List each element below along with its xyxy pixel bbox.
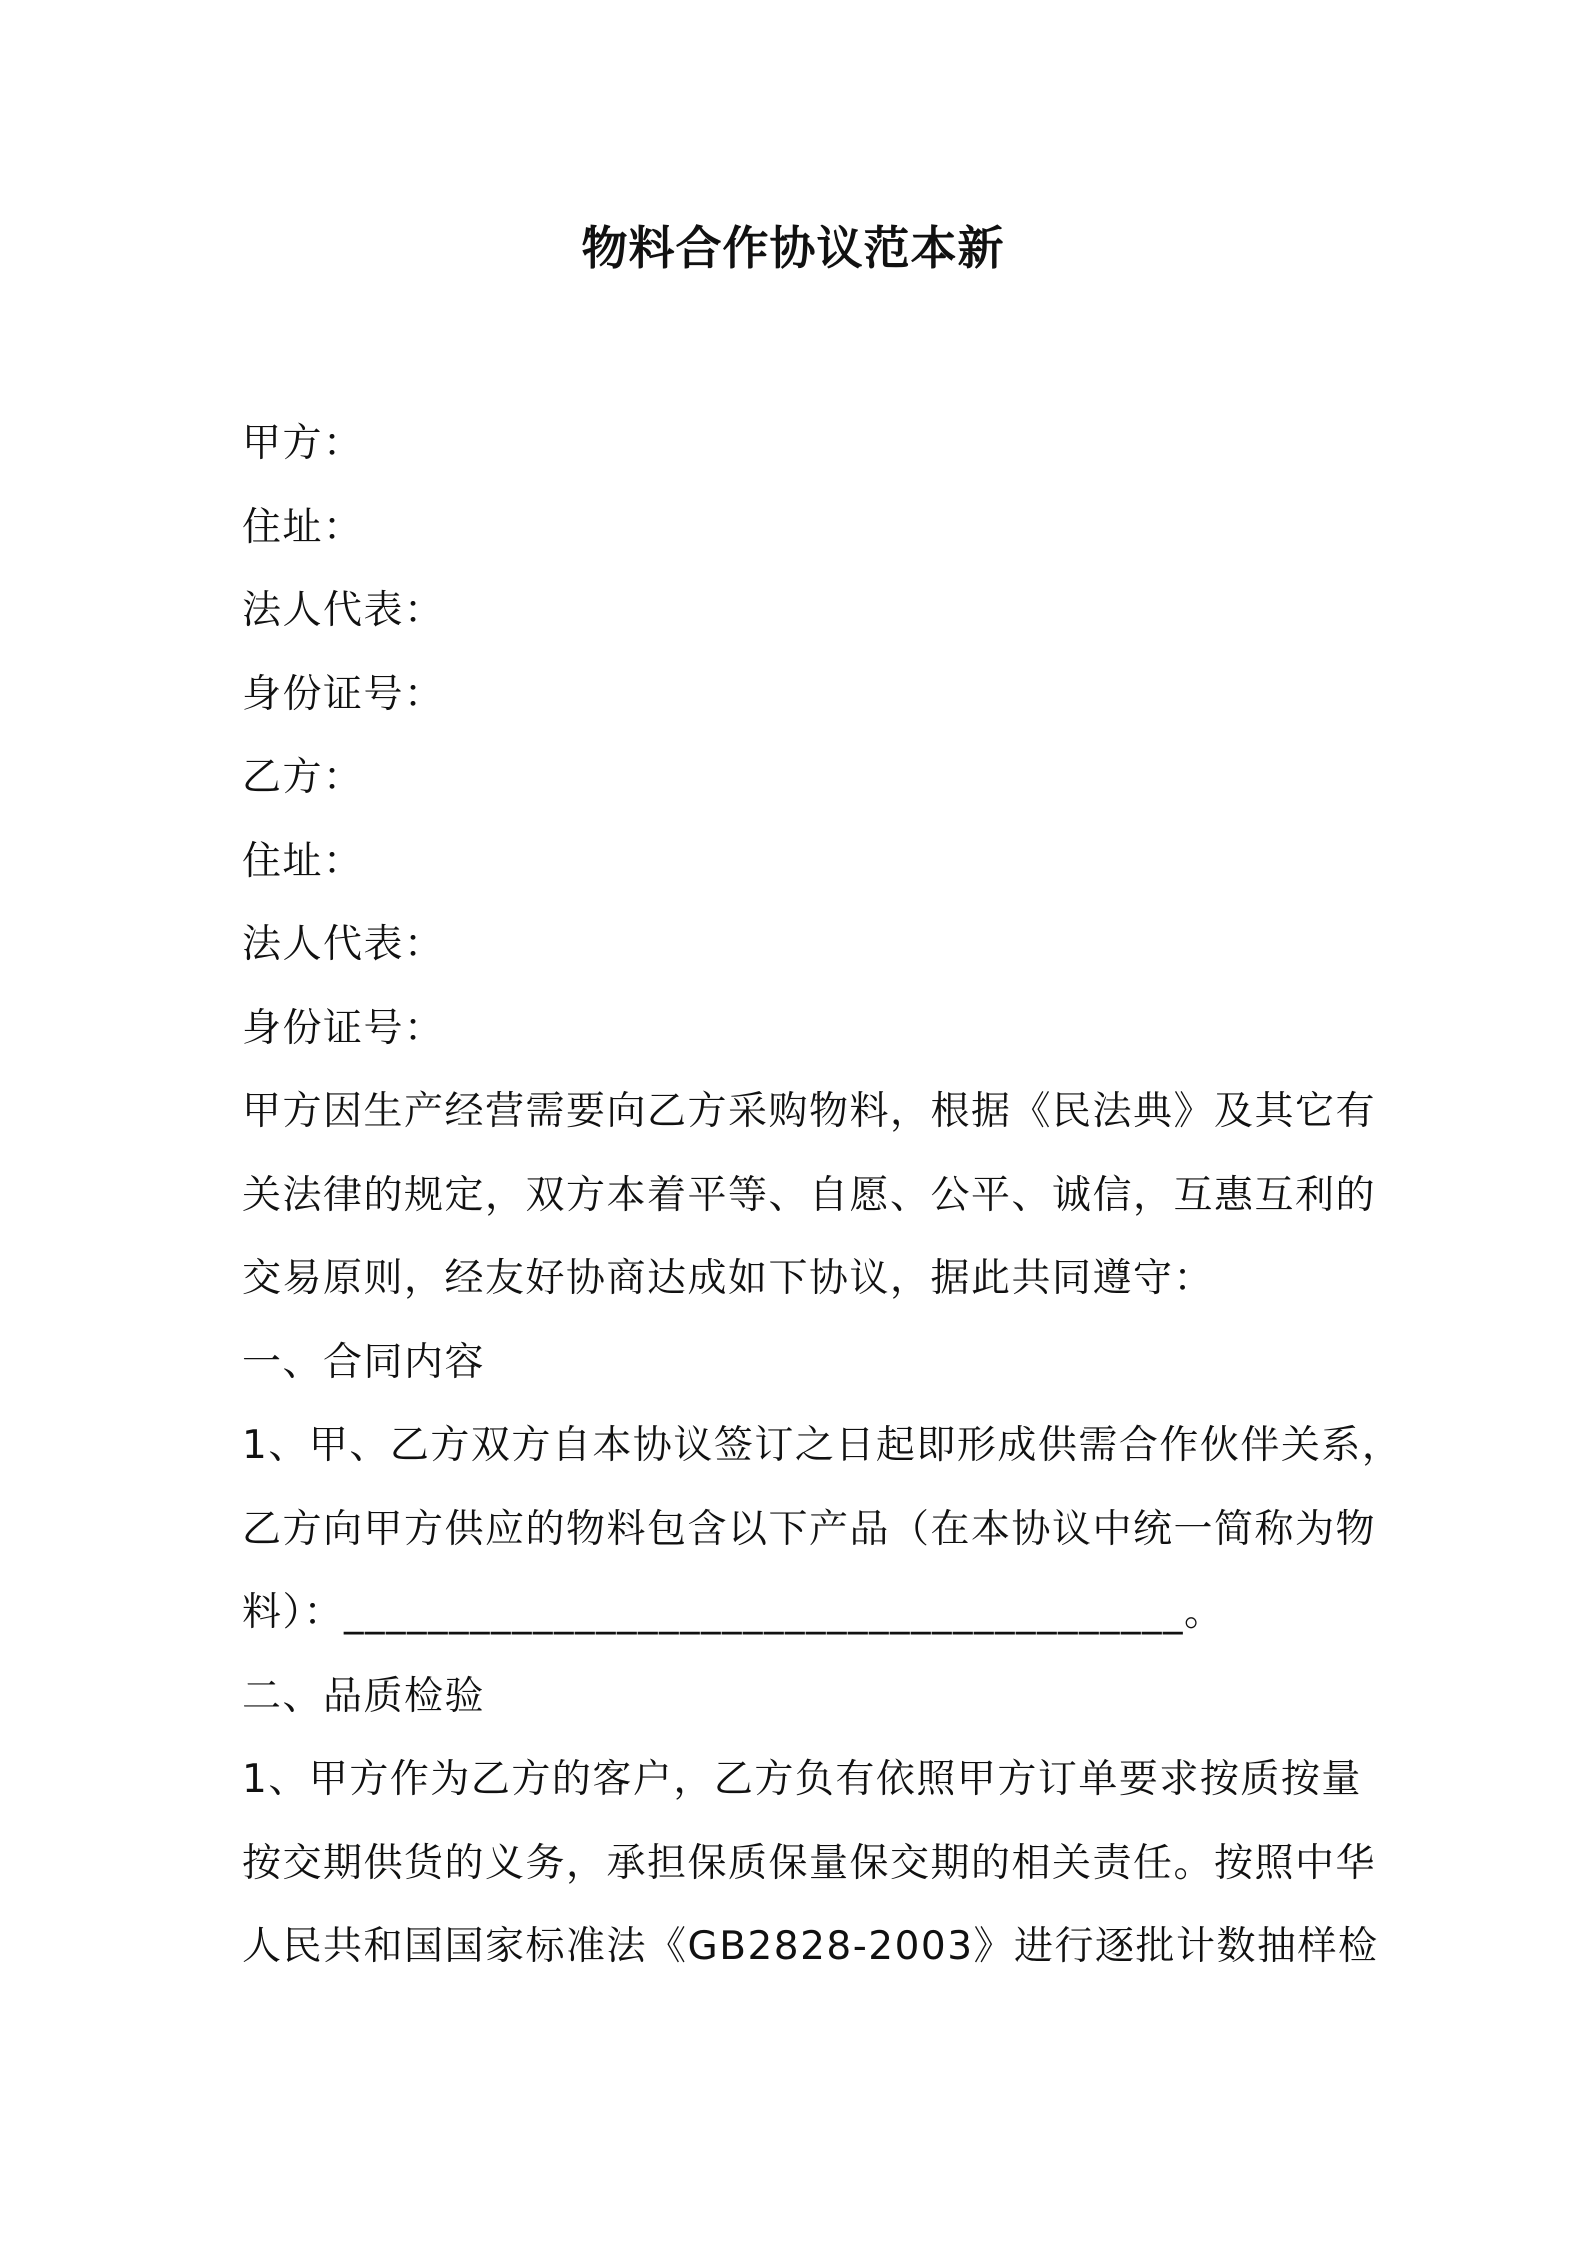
preamble-line-3: 交易原则，经友好协商达成如下协议，据此共同遵守： — [242, 1256, 1215, 1301]
clause-2-line-3: 人民共和国国家标准法《GB2828-2003》进行逐批计数抽样检 — [242, 1924, 1379, 1969]
document-title: 物料合作协议范本新 — [581, 221, 1005, 275]
section-heading-quality-inspection: 二、品质检验 — [242, 1673, 486, 1719]
clause-1-line-1: 1、甲、乙方双方自本协议签订之日起即形成供需合作伙伴关系， — [242, 1423, 1403, 1468]
party-a-id-label: 身份证号： — [242, 671, 445, 717]
preamble-line-2: 关法律的规定，双方本着平等、自愿、公平、诚信，互惠互利的 — [242, 1172, 1377, 1218]
party-b-address-label: 住址： — [242, 838, 364, 884]
preamble-line-1: 甲方因生产经营需要向乙方采购物料，根据《民法典》及其它有 — [242, 1089, 1377, 1134]
clause-1-line-3: 料）：________________________________________。 — [242, 1590, 1225, 1635]
clause-2-line-1: 1、甲方作为乙方的客户，乙方负有依照甲方订单要求按质按量 — [242, 1757, 1362, 1802]
document-body — [242, 402, 1403, 1989]
clause-2-line-2: 按交期供货的义务，承担保质保量保交期的相关责任。按照中华 — [242, 1840, 1377, 1886]
party-b-label: 乙方： — [242, 755, 364, 800]
section-heading-contract-content: 一、合同内容 — [242, 1339, 486, 1385]
party-b-legal-rep-label: 法人代表： — [242, 922, 445, 967]
party-a-address-label: 住址： — [242, 504, 364, 550]
party-a-legal-rep-label: 法人代表： — [242, 588, 445, 633]
party-a-label: 甲方： — [242, 421, 364, 466]
clause-1-line-2: 乙方向甲方供应的物料包含以下产品（在本协议中统一简称为物 — [242, 1506, 1377, 1552]
party-b-id-label: 身份证号： — [242, 1005, 445, 1051]
